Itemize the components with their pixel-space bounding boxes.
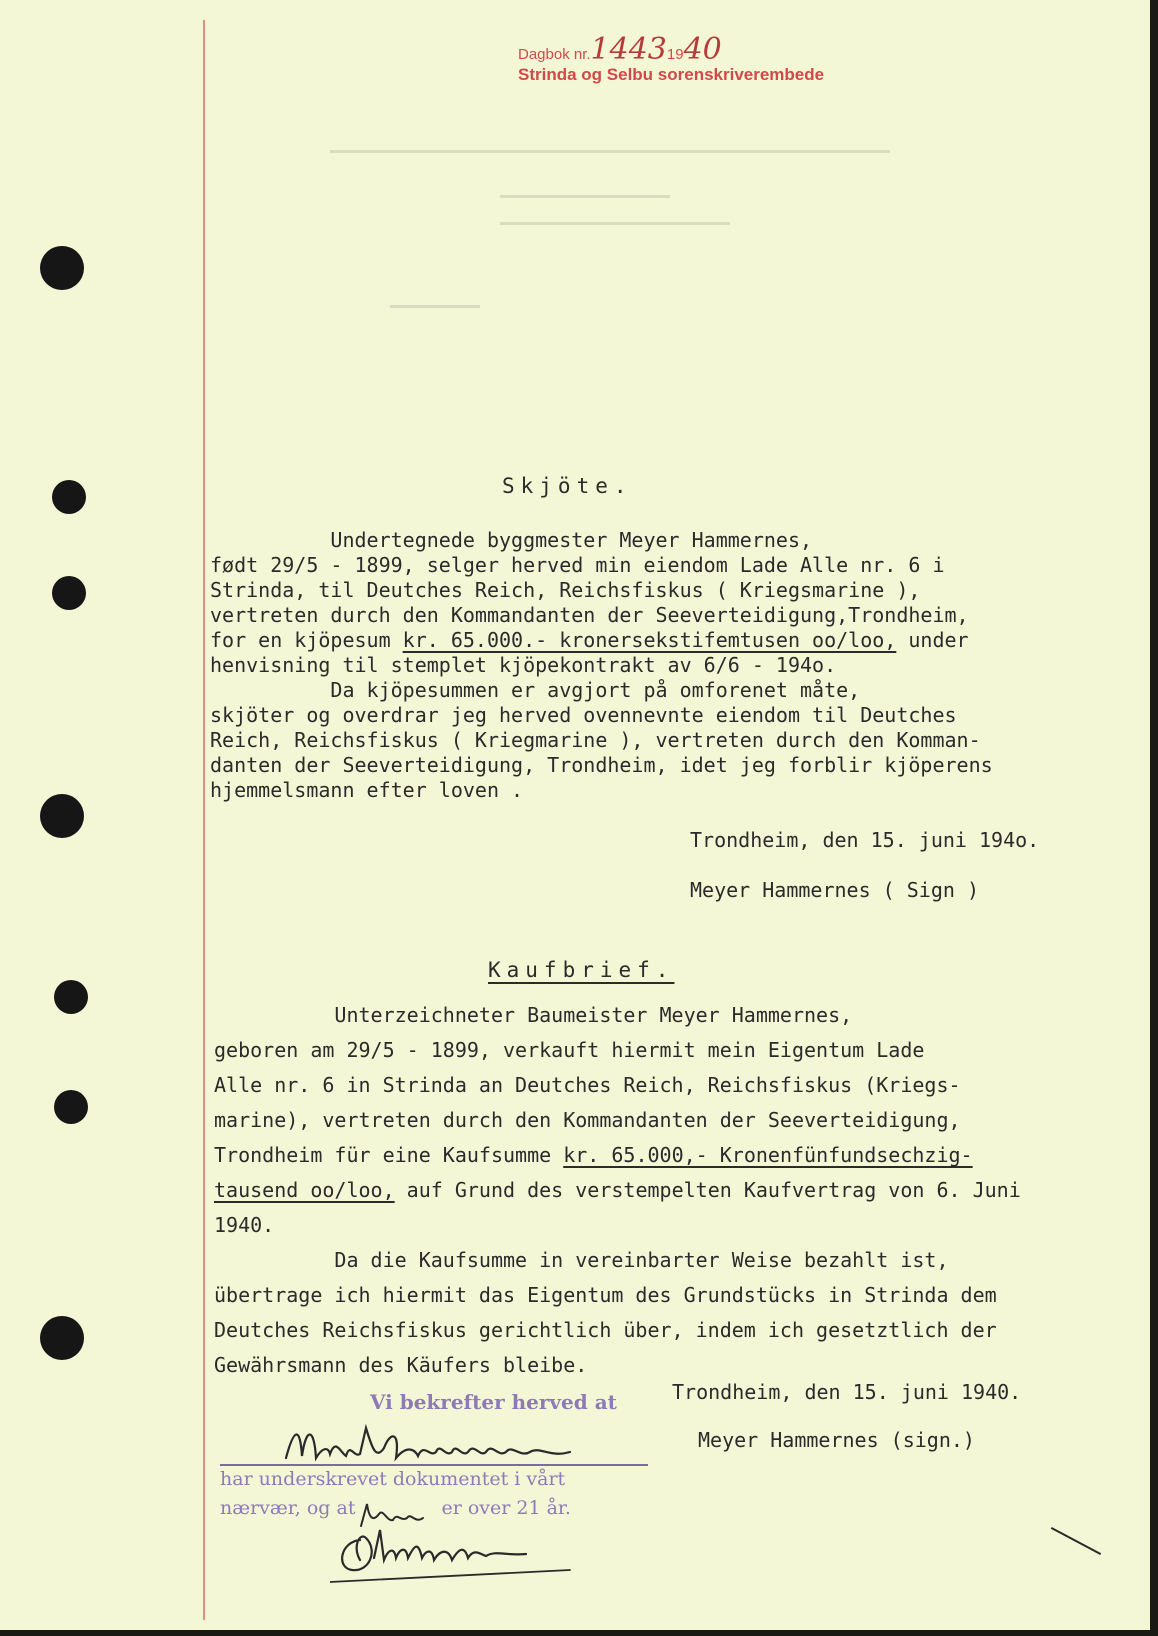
kaufbrief-signature: Meyer Hammernes (sign.) (698, 1428, 975, 1452)
punch-hole (40, 246, 84, 290)
punch-hole (54, 980, 88, 1014)
kaufbrief-line: marine), vertreten durch den Kommandanten der Seeverteidigung, (214, 1108, 961, 1132)
punch-hole (52, 576, 86, 610)
skjote-line: henvisning til stemplet kjöpekontrakt av 6/6 - 194o. (210, 653, 837, 677)
witness-signature (330, 1520, 600, 1594)
court-office: Strinda og Selbu sorenskriverembede (518, 65, 825, 84)
kaufbrief-place-date: Trondheim, den 15. juni 1940. (672, 1380, 1022, 1404)
kaufbrief-line: Gewährsmann des Käufers bleibe. (214, 1353, 588, 1377)
punch-hole (40, 1316, 84, 1360)
skjote-line: Undertegnede byggmester Meyer Hammernes, (210, 528, 813, 552)
kaufbrief-line: Unterzeichneter Baumeister Meyer Hammernes, (214, 1003, 853, 1027)
text-segment: for en kjöpesum (210, 628, 403, 652)
year-suffix: 40 (683, 32, 722, 67)
skjote-line: Reich, Reichsfiskus ( Kriegmarine ), vertreten durch den Komman- (210, 728, 981, 752)
stamp-label: Dagbok nr. (518, 46, 591, 63)
skjote-line (210, 630, 969, 650)
bleed-through (500, 222, 730, 225)
year-prefix: 19 (666, 46, 684, 63)
kaufsumme-cont: tausend oo/loo, (214, 1178, 395, 1202)
kaufbrief-line: übertrage ich hiermit das Eigentum des Grundstücks in Strinda dem (214, 1283, 997, 1307)
skjote-line: danten der Seeverteidigung, Trondheim, idet jeg forblir kjöperens (210, 753, 993, 777)
registry-number: 1443 (590, 32, 667, 67)
kaufbrief-line: Da die Kaufsumme in vereinbarter Weise bezahlt ist, (214, 1248, 949, 1272)
kaufsumme: kr. 65.000,- Kronenfünfundsechzig- (563, 1143, 973, 1167)
bleed-through (330, 150, 890, 153)
bleed-through (390, 305, 480, 308)
margin-line (203, 20, 205, 1620)
pen-mark (1051, 1527, 1101, 1555)
skjote-line: Strinda, til Deutches Reich, Reichsfiskus ( Kriegsmarine ), (210, 578, 921, 602)
kaufbrief-line (214, 1180, 1021, 1200)
punch-hole (40, 794, 84, 838)
purchase-price: kr. 65.000.- kronersekstifemtusen oo/loo, (402, 628, 897, 652)
certification-line: har underskrevet dokumentet i vårt (220, 1468, 566, 1490)
text-segment: auf Grund des verstempelten Kaufvertrag von 6. Juni (394, 1178, 1021, 1202)
text-segment: under (896, 628, 969, 652)
skjote-line: hjemmelsmann efter loven . (210, 778, 524, 802)
punch-hole (54, 1090, 88, 1124)
kaufbrief-line: Deutches Reichsfiskus gerichtlich über, indem ich gesetztlich der (214, 1318, 997, 1342)
signature-rule (220, 1464, 648, 1466)
kaufbrief-line: 1940. (214, 1213, 275, 1237)
bleed-through (500, 195, 670, 198)
text-segment: er over 21 år. (441, 1497, 571, 1519)
kaufbrief-line (214, 1145, 973, 1165)
skjote-place-date: Trondheim, den 15. juni 194o. (690, 828, 1040, 852)
kaufbrief-line: geboren am 29/5 - 1899, verkauft hiermit mein Eigentum Lade (214, 1038, 925, 1062)
text-segment: nærvær, og at (220, 1497, 356, 1519)
skjote-line: vertreten durch den Kommandanten der Seeverteidigung,Trondheim, (210, 603, 969, 627)
kaufbrief-line: Alle nr. 6 in Strinda an Deutches Reich, Reichsfiskus (Kriegs- (214, 1073, 961, 1097)
signature-graphic (330, 1520, 600, 1590)
skjote-line: skjöter og overdrar jeg herved ovennevnte eiendom til Deutches (210, 703, 957, 727)
certification-heading: Vi bekrefter herved at (370, 1390, 617, 1414)
registry-stamp (518, 32, 824, 85)
punch-hole (52, 480, 86, 514)
text-segment: Trondheim für eine Kaufsumme (214, 1143, 564, 1167)
skjote-signature: Meyer Hammernes ( Sign ) (690, 878, 979, 902)
kaufbrief-title: Kaufbrief. (488, 958, 675, 982)
skjote-line: født 29/5 - 1899, selger herved min eiendom Lade Alle nr. 6 i (210, 553, 945, 577)
skjote-title: Skjöte. (502, 474, 633, 498)
certification-line (220, 1497, 571, 1519)
skjote-line: Da kjöpesummen er avgjort på omforenet måte, (210, 678, 861, 702)
